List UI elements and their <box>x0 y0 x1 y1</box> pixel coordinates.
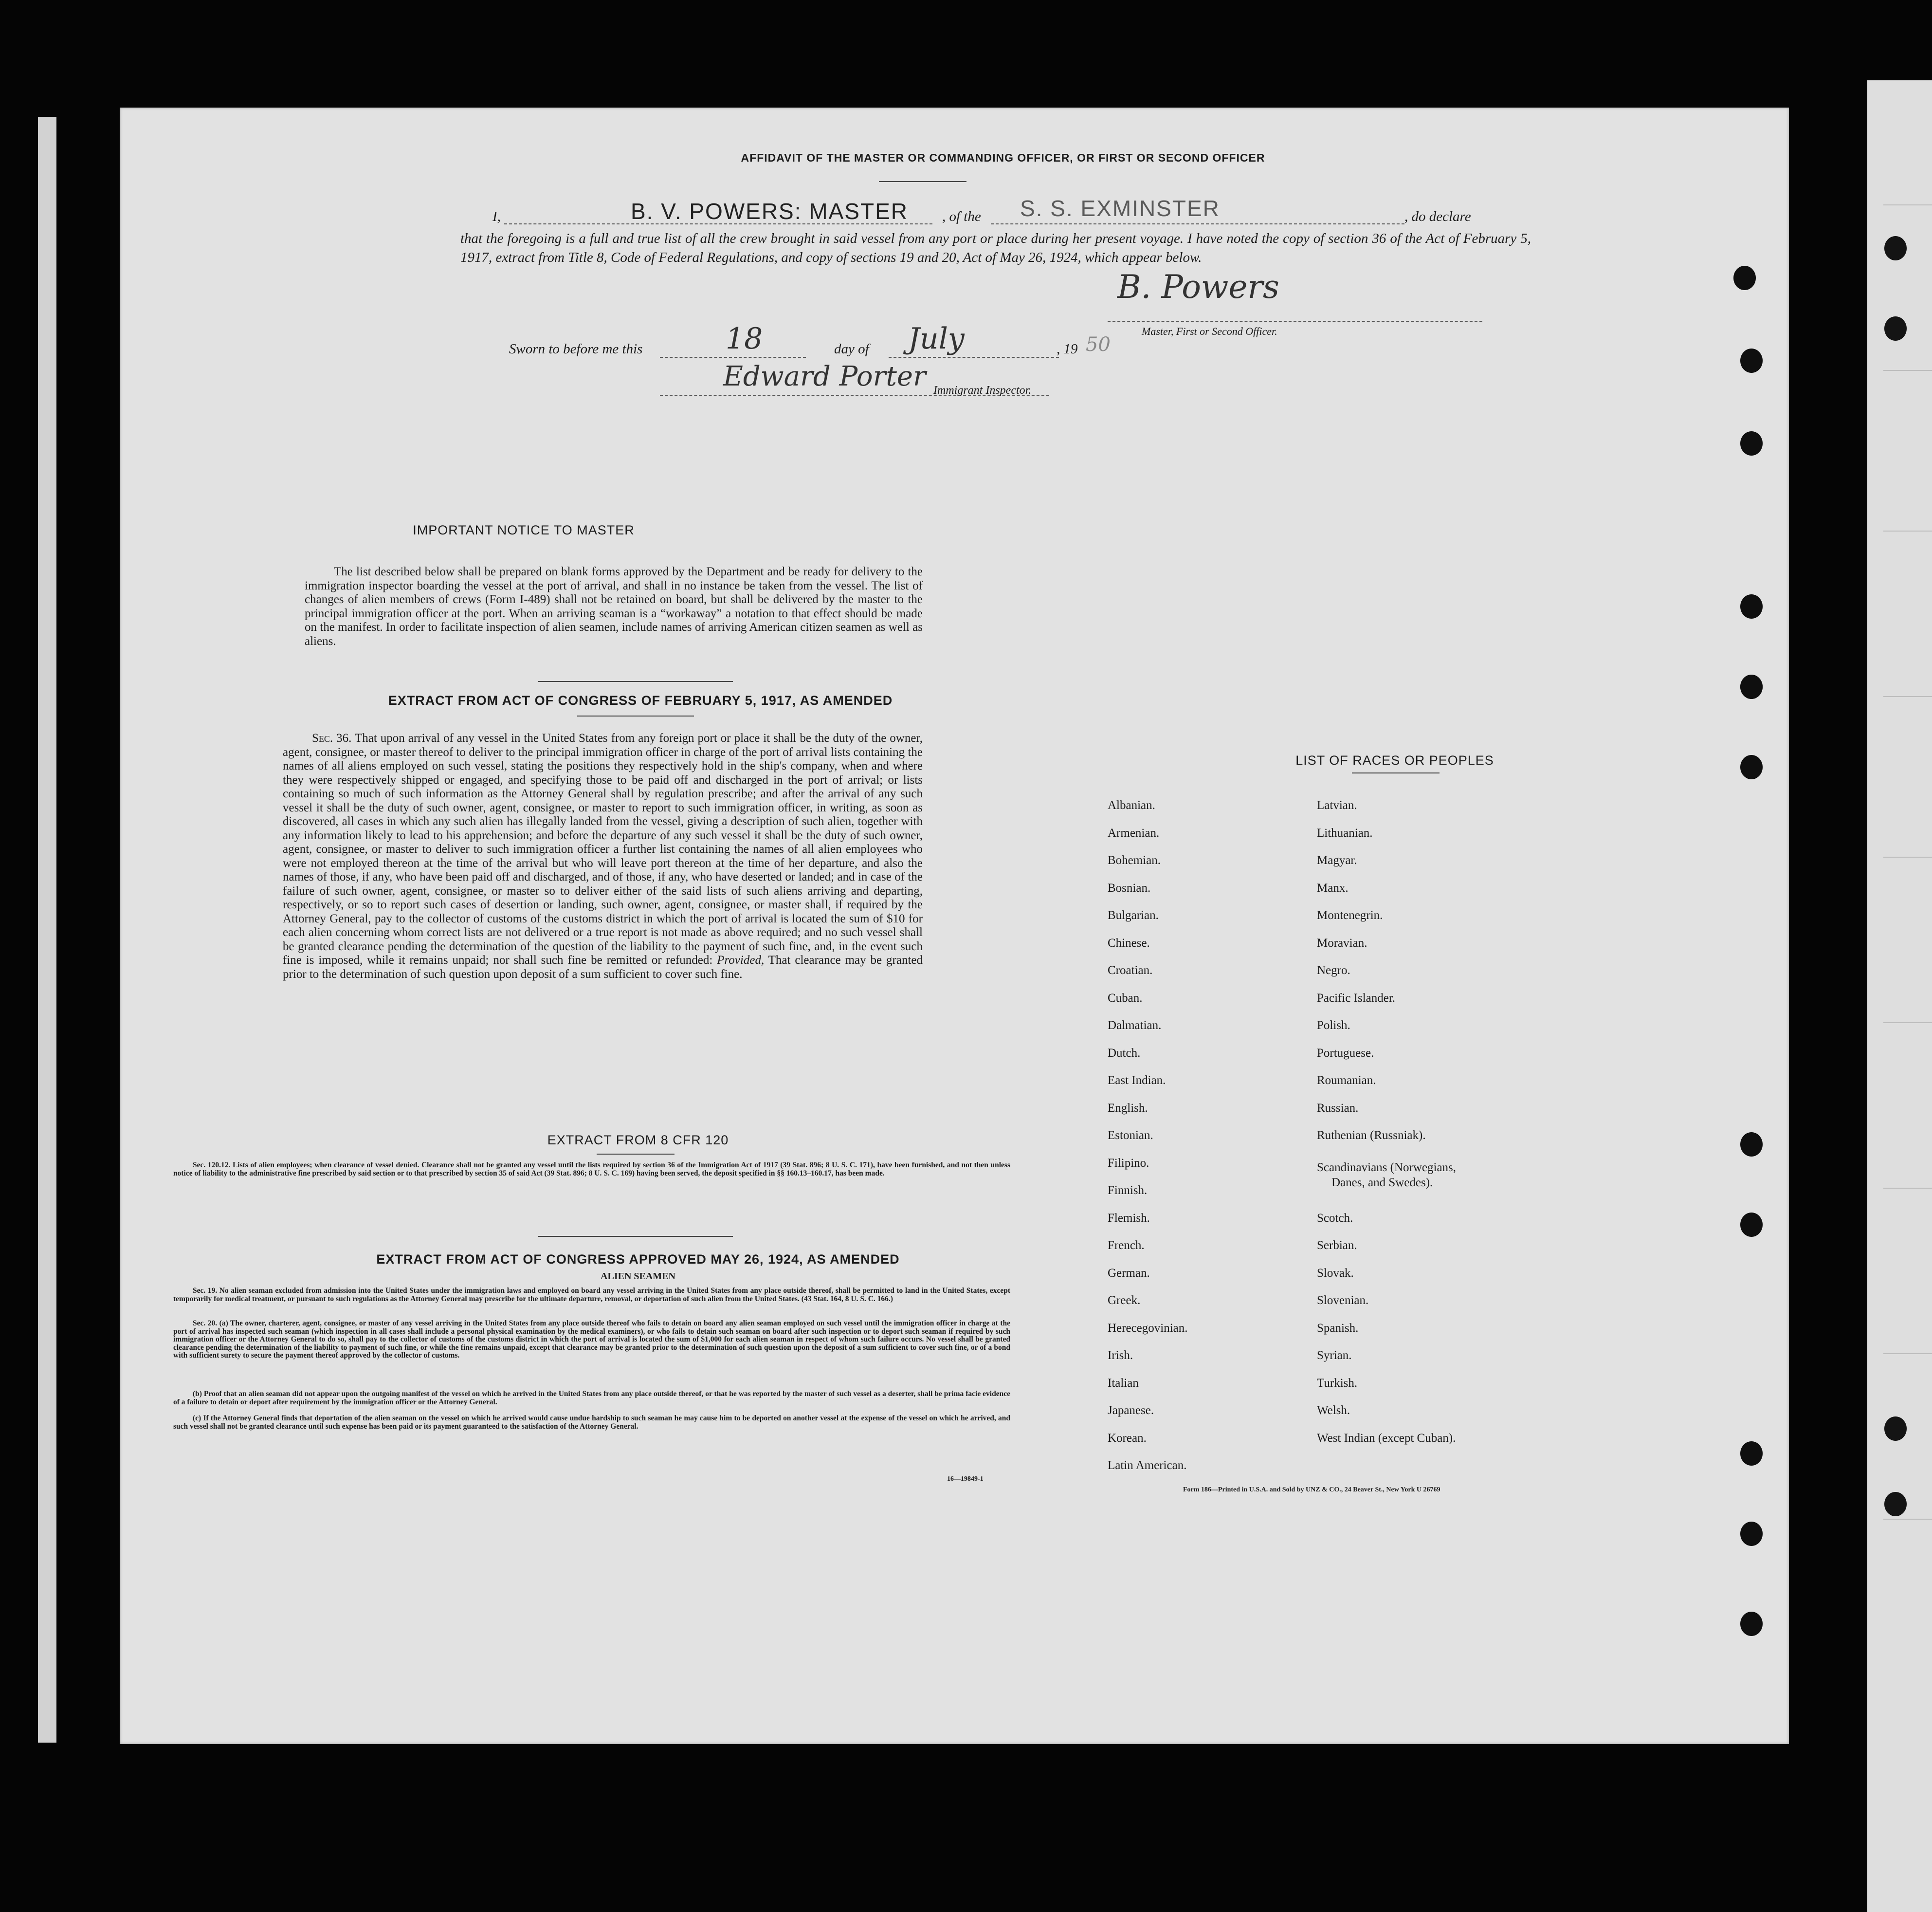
signature-line <box>1108 321 1482 322</box>
strip-rule <box>1883 1188 1932 1189</box>
extract-1917-text <box>283 732 923 981</box>
punch-hole <box>1740 755 1763 779</box>
punch-hole <box>1740 1441 1763 1466</box>
punch-hole <box>1740 675 1763 699</box>
form-print-info: Form 186—Printed in U.S.A. and Sold by UNZ & CO., 24 Beaver St., New York U 26769 <box>1183 1486 1440 1493</box>
race-item: German. <box>1108 1267 1150 1280</box>
race-item: Dalmatian. <box>1108 1019 1162 1032</box>
divider <box>577 716 694 717</box>
strip-rule <box>1883 1519 1932 1520</box>
of-the-label: , of the <box>942 209 981 224</box>
sworn-day-line <box>660 357 806 358</box>
sec20c-text: (c) If the Attorney General finds that deportation of the alien seaman on the vessel on which he arrived would cause undue hardship to such seaman he may cause him to be deported on another vessel at the expense of the vessel on which he arrived, and such vessel shall not be granted clearance until such expense has been paid or its payment guaranteed to the satisfaction of the Attorney General. <box>173 1414 1010 1431</box>
section-36-body: That upon arrival of any vessel in the United States from any foreign port or place it shall be the duty of the owner, agent, consignee, or master thereof to deliver to the principal immigration officer in charge of the port of arrival lists containing the names of all aliens employed on such vessel, stating the positions they respectively hold in the ship's company, when and where they were respectively shipped or engaged, and specifying those to be paid off and discharged in the port of arrival; or lists containing so much of such information as the Attorney General shall by regulation prescribe; and after the arrival of any such vessel it shall be the duty of such owner, agent, consignee, or master to report to such immigration officer, in writing, as soon as discovered, all cases in which any such alien has illegally landed from the vessel, giving a description of such alien, together with any information likely to lead to his apprehension; and before the departure of any such vessel it shall be the duty of such owner, agent, consignee, or master to deliver to such immigration officer a further list containing the names of all alien employees who were not employed thereon at the time of the arrival but who will leave port thereon at the time of her departure, and also the names of those, if any, who have been paid off and discharged, and of those, if any, who have deserted or landed; and in case of the failure of such owner, agent, consignee, or master so to deliver either of the said lists of such aliens arriving and departing, respectively, or so to report such cases of desertion or landing, such owner, agent, consignee, or master shall, if required by the Attorney General, pay to the collector of customs of the customs district in which the port of arrival is located the sum of $10 for each alien concerning whom correct lists are not delivered or a true report is not made as above required; and no such vessel shall be granted clearance pending the determination of the question of the liability to the payment of such fine, and, in the event such fine is imposed, while it remains unpaid; nor shall such fine be remitted or refunded: <box>283 732 923 967</box>
inspector-caption: Immigrant Inspector. <box>933 384 1032 397</box>
race-item: Finnish. <box>1108 1184 1148 1197</box>
race-item: Japanese. <box>1108 1404 1154 1417</box>
race-item: French. <box>1108 1239 1145 1252</box>
punch-hole <box>1740 1213 1763 1237</box>
strip-rule <box>1883 696 1932 697</box>
do-declare-label: , do declare <box>1404 209 1471 224</box>
strip-rule <box>1883 370 1932 371</box>
document-page <box>120 108 1789 1744</box>
race-item: Roumanian. <box>1317 1074 1376 1087</box>
race-item: Danes, and Swedes). <box>1331 1176 1433 1189</box>
alien-seamen-subheading: ALIEN SEAMEN <box>601 1271 675 1282</box>
divider <box>538 1236 733 1237</box>
proviso-label: Provided, <box>717 954 765 967</box>
sworn-month: July <box>908 322 965 356</box>
strip-rule <box>1883 857 1932 858</box>
races-heading: LIST OF RACES OR PEOPLES <box>1295 753 1494 768</box>
divider <box>1352 772 1440 773</box>
sworn-month-line <box>889 357 1059 358</box>
race-item: Lithuanian. <box>1317 827 1373 840</box>
extract-1924-heading: EXTRACT FROM ACT OF CONGRESS APPROVED MAY 26, 1924, AS AMENDED <box>376 1252 900 1267</box>
punch-hole <box>1740 1612 1763 1636</box>
race-item: Syrian. <box>1317 1349 1352 1362</box>
notice-text: The list described below shall be prepared on blank forms approved by the Department and be ready for delivery to the immigration inspector boarding the vessel at the port of arrival, and shall in no instance be taken from the vessel. The list of changes of alien members of crews (Form I-489) shall not be retained on board, but shall be delivered by the master to the principal immigration officer at the port. When an arriving seaman is a “workaway” a notation to that effect should be made on the manifest. In order to facilitate inspection of alien seamen, include names of arriving American citizen seamen as well as aliens. <box>305 565 923 648</box>
race-item: Armenian. <box>1108 827 1160 840</box>
race-item: English. <box>1108 1102 1148 1115</box>
race-item: Flemish. <box>1108 1212 1150 1225</box>
master-signature: B. Powers <box>1117 268 1279 306</box>
race-item: East Indian. <box>1108 1074 1166 1087</box>
notice-heading: IMPORTANT NOTICE TO MASTER <box>413 523 635 537</box>
adjacent-page-right <box>1867 80 1932 1912</box>
extract-cfr-text: Sec. 120.12. Lists of alien employees; when clearance of vessel denied. Clearance shall not be granted any vessel until the lists required by section 36 of the Immigration Act of 1917 (39 Stat. 896; 8 U. S. C. 171), have been furnished, and not then unless notice of liability to the administrative fine prescribed by said section or to that prescribed by section 35 of said Act (39 Stat. 896; 8 U. S. C. 169) having been served, the deposit specified in §§ 160.13–160.17, has been made. <box>173 1161 1010 1177</box>
inspector-signature: Edward Porter <box>723 361 926 392</box>
race-item: Chinese. <box>1108 937 1150 950</box>
race-item: Ruthenian (Russniak). <box>1317 1129 1426 1142</box>
race-item: Negro. <box>1317 964 1350 977</box>
punch-hole <box>1740 431 1763 456</box>
race-item: Portuguese. <box>1317 1047 1374 1060</box>
race-item: Serbian. <box>1317 1239 1357 1252</box>
punch-hole <box>1740 594 1763 619</box>
declaration-text: that the foregoing is a full and true list of all the crew brought in said vessel from any port or place during her present voyage. I have noted the copy of section 36 of the Act of February 5, 1917, extract from Title 8, Code of Federal Regulations, and copy of sections 19 and 20, Act of May 26, 1924, which appear below. <box>460 231 1531 265</box>
race-item: Polish. <box>1317 1019 1350 1032</box>
strip-rule <box>1883 204 1932 205</box>
race-item: Estonian. <box>1108 1129 1153 1142</box>
race-item: Manx. <box>1317 882 1349 895</box>
sec20a-text: Sec. 20. (a) The owner, charterer, agent, consignee, or master of any vessel arriving in the United States from any place outside thereof who fails to detain on board any alien seaman employed on such vessel until the immigration officer in charge at the port of arrival has inspected such seaman (which inspection in all cases shall include a personal physical examination by the medical examiners), or who fails to detain such seaman on board after such inspection or to deport such seaman if required by such immigration officer or the Attorney General to do so, shall pay to the collector of customs of the customs district in which the port of arrival is located the sum of $1,000 for each alien seaman in respect of whom such failure occurs. No vessel shall be granted clearance pending the determination of the liability to payment of such fine, or while the fine remains unpaid, except that clearance may be granted prior to the determination of such question upon the deposit of a sum sufficient to cover such fine, or of a bond with sufficient surety to secure the payment thereof approved by the collector of customs. <box>173 1319 1010 1360</box>
punch-hole <box>1884 1492 1907 1516</box>
race-item: Montenegrin. <box>1317 909 1383 922</box>
race-item: Bohemian. <box>1108 854 1161 867</box>
day-of-label: day of <box>834 341 869 357</box>
race-item: Slovak. <box>1317 1267 1354 1280</box>
race-item: Greek. <box>1108 1294 1141 1307</box>
race-item: Bulgarian. <box>1108 909 1159 922</box>
race-item: Korean. <box>1108 1432 1147 1445</box>
race-item: Welsh. <box>1317 1404 1350 1417</box>
race-item: Pacific Islander. <box>1317 992 1396 1005</box>
sworn-day: 18 <box>726 322 763 356</box>
race-item: Croatian. <box>1108 964 1153 977</box>
divider <box>879 181 966 182</box>
race-item: Filipino. <box>1108 1157 1149 1170</box>
race-item: Cuban. <box>1108 992 1143 1005</box>
race-item: Herecegovinian. <box>1108 1322 1188 1335</box>
race-item: Magyar. <box>1317 854 1357 867</box>
race-item: Russian. <box>1317 1102 1359 1115</box>
race-item: Bosnian. <box>1108 882 1151 895</box>
sec20b-text: (b) Proof that an alien seaman did not appear upon the outgoing manifest of the vessel on which he arrived in the United States from any place outside thereof, or that he was reported by the master of such vessel as a deserter, shall be prima facie evidence of a failure to detain or deport after requirement by the immigration officer or the Attorney General. <box>173 1390 1010 1406</box>
punch-hole <box>1884 316 1907 341</box>
sworn-year: 50 <box>1086 333 1111 356</box>
race-item: Dutch. <box>1108 1047 1141 1060</box>
race-item: Italian <box>1108 1377 1139 1390</box>
extract-cfr-heading: EXTRACT FROM 8 CFR 120 <box>547 1133 729 1147</box>
race-item: Scotch. <box>1317 1212 1353 1225</box>
race-item: Slovenian. <box>1317 1294 1369 1307</box>
vessel-name: S. S. EXMINSTER <box>1020 196 1220 221</box>
strip-rule <box>1883 531 1932 532</box>
race-item: Spanish. <box>1317 1322 1359 1335</box>
divider <box>597 1154 674 1155</box>
section-label: Sec. 36. <box>312 732 352 745</box>
divider <box>538 681 733 682</box>
strip-rule <box>1883 1022 1932 1023</box>
race-item: Irish. <box>1108 1349 1133 1362</box>
form-number: 16—19849-1 <box>947 1475 984 1483</box>
year-prefix: , 19 <box>1057 341 1078 357</box>
master-name: B. V. POWERS: MASTER <box>631 199 908 224</box>
punch-hole <box>1740 349 1763 373</box>
vessel-name-line <box>991 223 1404 224</box>
punch-hole <box>1740 1522 1763 1546</box>
proviso-text: That clearance may be granted prior to the determination of such question upon deposit of a sum sufficient to cover such fine. <box>283 954 923 981</box>
race-item: Latvian. <box>1317 799 1357 812</box>
sec19-text: Sec. 19. No alien seaman excluded from admission into the United States under the immigration laws and employed on board any vessel arriving in the United States from any place outside thereof, shall be permitted to land in the United States, except temporarily for medical treatment, or pursuant to such regulations as the Attorney General may prescribe for the ultimate departure, removal, or deportation of such alien from the United States. (43 Stat. 164, 8 U. S. C. 166.) <box>173 1287 1010 1303</box>
race-item: Albanian. <box>1108 799 1155 812</box>
race-item: Latin American. <box>1108 1459 1187 1472</box>
punch-hole <box>1733 266 1756 290</box>
punch-hole <box>1884 1416 1907 1441</box>
affidavit-title: AFFIDAVIT OF THE MASTER OR COMMANDING OFFICER, OR FIRST OR SECOND OFFICER <box>741 151 1265 164</box>
i-label: I, <box>492 209 501 224</box>
race-item: Scandinavians (Norwegians, <box>1317 1161 1457 1174</box>
race-item: West Indian (except Cuban). <box>1317 1432 1456 1445</box>
punch-hole <box>1740 1132 1763 1157</box>
adjacent-page-left <box>38 117 56 1743</box>
extract-1917-heading: EXTRACT FROM ACT OF CONGRESS OF FEBRUARY 5, 1917, AS AMENDED <box>388 693 893 708</box>
strip-rule <box>1883 1353 1932 1354</box>
punch-hole <box>1884 236 1907 260</box>
race-item: Turkish. <box>1317 1377 1358 1390</box>
signature-caption: Master, First or Second Officer. <box>1142 325 1277 337</box>
race-item: Moravian. <box>1317 937 1367 950</box>
sworn-label: Sworn to before me this <box>509 341 643 357</box>
